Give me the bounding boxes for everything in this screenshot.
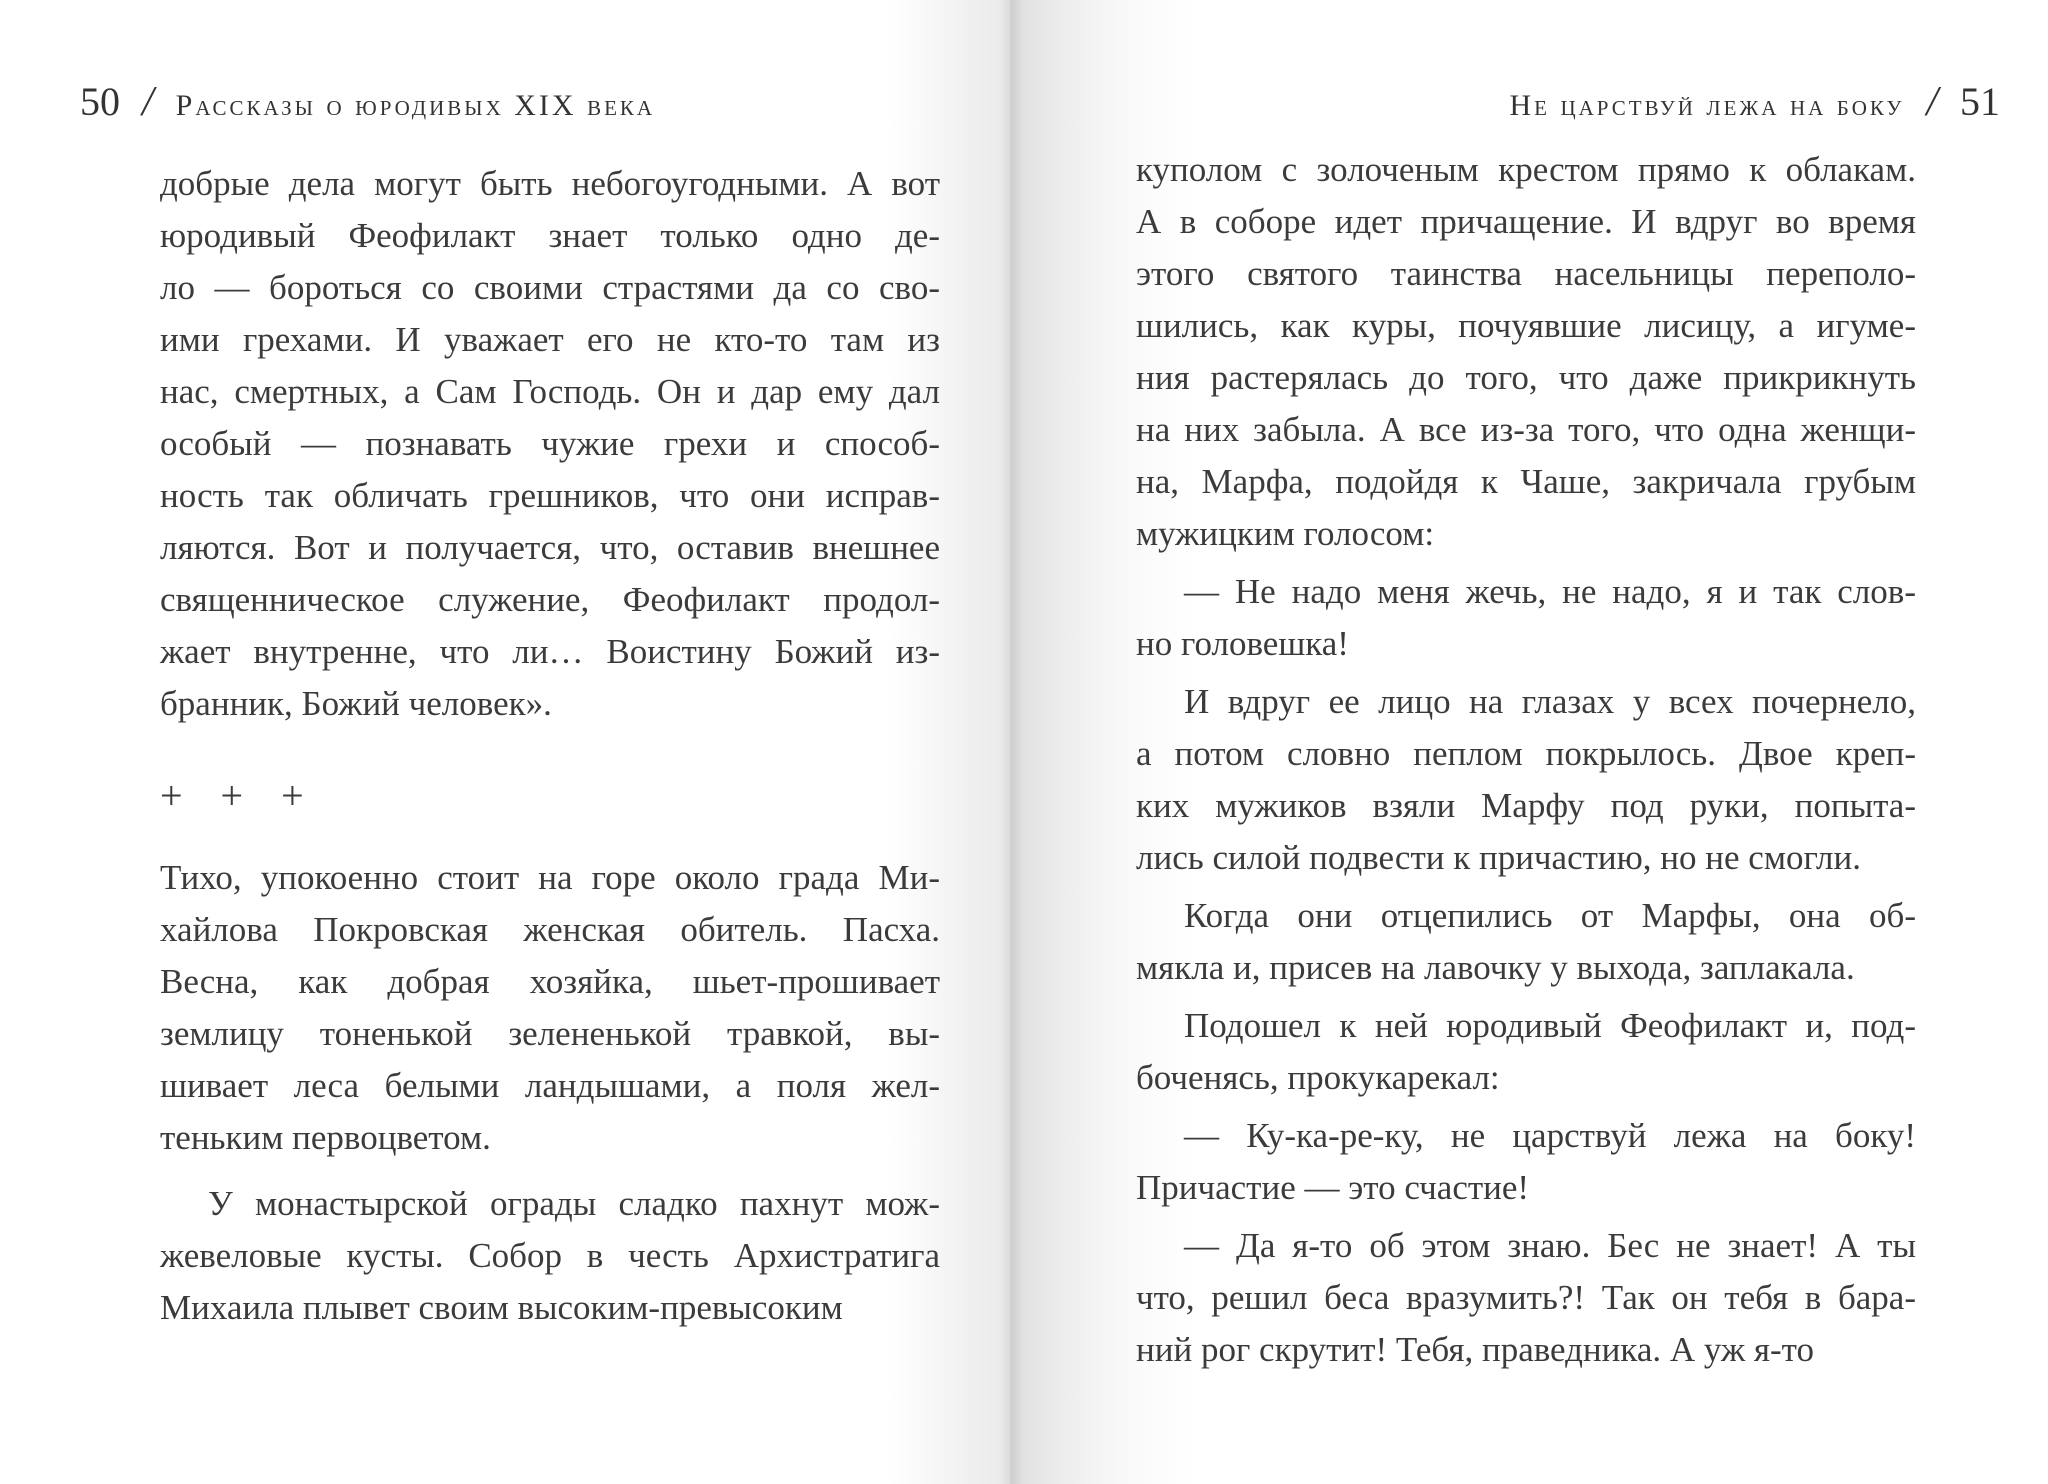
text-line: ность так обличать грешников, что они исправ- [160,476,940,515]
left-paragraph-1 [160,158,940,730]
left-running-head [80,78,655,138]
text-line: И вдруг ее лицо на глазах у всех почернело, [1184,682,1916,721]
right-paragraph [1136,676,1916,884]
right-paragraph [1136,890,1916,994]
right-page-number: 51 [1960,79,2000,124]
right-paragraph [1136,1220,1916,1376]
text-line: что, решил беса вразумить?! Так он тебя в бара- [1136,1278,1916,1317]
text-line: ния растерялась до того, что даже прикрикнуть [1136,358,1916,397]
text-line: на, Марфа, подойдя к Чаше, закричала грубым [1136,462,1916,501]
text-line: У монастырской ограды сладко пахнут мож- [208,1184,940,1223]
text-line: Подошел к ней юродивый Феофилакт и, под- [1184,1006,1916,1045]
left-paragraph-3 [160,1178,940,1334]
text-line: ляются. Вот и получается, что, оставив внешнее [160,528,940,567]
text-line: боченясь, прокукарекал: [1136,1058,1500,1097]
text-line: священническое служение, Феофилакт продол- [160,580,940,619]
text-line: — Да я-то об этом знаю. Бес не знает! А ты [1184,1226,1916,1265]
text-line: шивает леса белыми ландышами, а поля жел- [160,1066,940,1105]
text-line: этого святого таинства насельницы переполо- [1136,254,1916,293]
left-body-text [160,158,940,1334]
text-line: Когда они отцепились от Марфы, она об- [1184,896,1916,935]
text-line: нас, смертных, а Сам Господь. Он и дар ему дал [160,372,940,411]
text-line: А в соборе идет причащение. И вдруг во время [1136,202,1916,241]
text-line: но головешка! [1136,624,1349,663]
text-line: мякла и, присев на лавочку у выхода, заплакала. [1136,948,1855,987]
left-page-number: 50 [80,79,120,124]
left-page [0,0,1010,1484]
text-line: ими грехами. И уважает его не кто-то там из [160,320,940,359]
right-paragraph [1136,1000,1916,1104]
right-paragraph [1136,566,1916,670]
text-line: юродивый Феофилакт знает только одно де- [160,216,940,255]
text-line: шились, как куры, почуявшие лисицу, а игуме- [1136,306,1916,345]
text-line: землицу тоненькой зелененькой травкой, вы- [160,1014,940,1053]
text-line: Михаила плывет своим высоким-превысоким [160,1288,843,1327]
text-line: лись силой подвести к причастию, но не смогли. [1136,838,1861,877]
text-line: хайлова Покровская женская обитель. Пасха. [160,910,940,949]
right-paragraph [1136,1110,1916,1214]
text-line: особый — познавать чужие грехи и способ- [160,424,940,463]
right-running-head [1509,78,2000,138]
text-line: а потом словно пеплом покрылось. Двое креп- [1136,734,1916,773]
text-line: мужицким голосом: [1136,514,1435,553]
text-line: добрые дела могут быть небогоугодными. А вот [160,164,940,203]
left-paragraph-2 [160,852,940,1164]
head-separator: / [1926,79,1938,125]
text-line: ний рог скрутит! Тебя, праведника. А уж я-то [1136,1330,1814,1369]
right-running-title: Не царствуй лежа на боку [1509,89,1905,122]
section-break: + + + [160,773,318,818]
text-line: — Ку-ка-ре-ку, не царствуй лежа на боку! [1184,1116,1916,1155]
text-line: Тихо, упокоенно стоит на горе около града Ми- [160,858,940,897]
text-line: — Не надо меня жечь, не надо, я и так слов- [1184,572,1916,611]
text-line: ло — бороться со своими страстями да со сво- [160,268,940,307]
book-gutter [1000,0,1024,1484]
text-line: Причастие — это счастие! [1136,1168,1530,1207]
left-running-title: Рассказы о юродивых XIX века [175,89,656,122]
head-separator: / [142,79,154,125]
right-body-text [1136,144,1916,1376]
text-line: бранник, Божий человек». [160,684,552,723]
text-line: жает внутренне, что ли… Воистину Божий из- [160,632,940,671]
text-line: Весна, как добрая хозяйка, шьет-прошивает [160,962,940,1001]
right-paragraph [1136,144,1916,560]
text-line: куполом с золоченым крестом прямо к облакам. [1136,150,1916,189]
text-line: теньким первоцветом. [160,1118,491,1157]
text-line: на них забыла. А все из-за того, что одна женщи- [1136,410,1916,449]
text-line: жевеловые кусты. Собор в честь Архистратига [160,1236,940,1275]
text-line: ких мужиков взяли Марфу под руки, попыта- [1136,786,1916,825]
